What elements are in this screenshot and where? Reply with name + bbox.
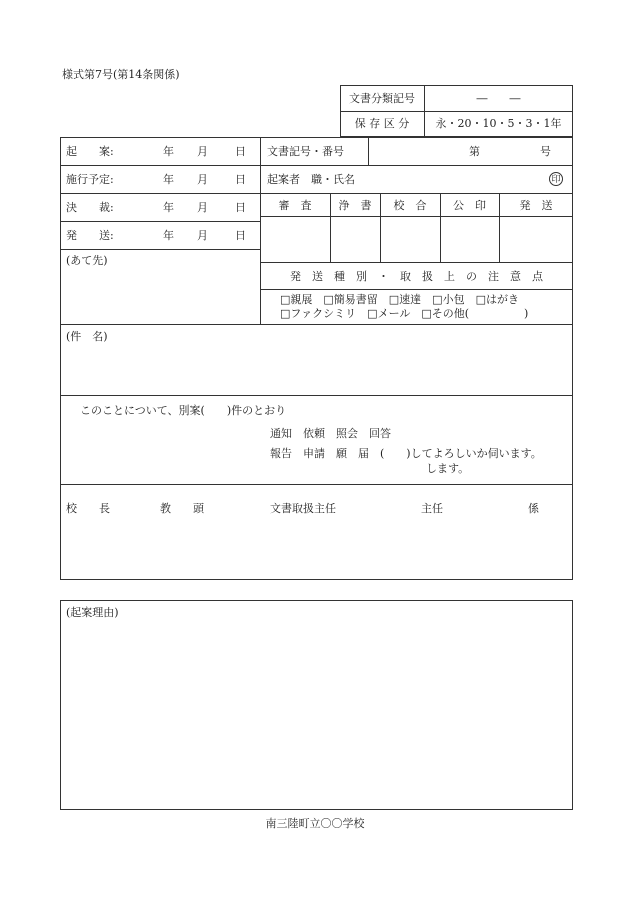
month-label: 月	[197, 173, 208, 186]
review-header-josho: 浄 書	[338, 199, 372, 212]
approval-principal: 校 長	[66, 502, 110, 515]
body-line1: このことについて、別案( )件のとおり	[80, 404, 287, 417]
shiko-label: 施行予定:	[66, 173, 114, 186]
notes-header: 発 送 種 別 ・ 取 扱 上 の 注 意 点	[290, 270, 543, 283]
year-label: 年	[163, 201, 174, 214]
review-header-koin: 公 印	[453, 199, 486, 212]
approval-doc-officer: 文書取扱主任	[270, 502, 336, 515]
day-label: 日	[235, 145, 246, 158]
notes-options-line1: □親展 □簡易書留 □速達 □小包 □はがき	[280, 293, 519, 306]
retention-value: 永・20・10・5・3・1年	[435, 117, 562, 130]
day-label: 日	[235, 229, 246, 242]
kessai-label: 決 裁:	[66, 201, 114, 214]
subject-label: (件 名)	[66, 330, 108, 343]
form-title: 様式第7号(第14条関係)	[62, 68, 180, 81]
body-line3: 報告 申請 願 届 ( )してよろしいか伺います。	[270, 447, 542, 460]
doc-class-label: 文書分類記号	[349, 92, 415, 105]
approval-chief: 主任	[421, 502, 443, 515]
body-line2: 通知 依頼 照会 回答	[270, 427, 391, 440]
year-label: 年	[163, 173, 174, 186]
seal-icon: 印	[549, 172, 563, 186]
review-header-kogo: 校 合	[393, 199, 427, 212]
day-label: 日	[235, 201, 246, 214]
doc-class-value: ― ―	[476, 92, 521, 105]
review-header-shinsa: 審 査	[278, 199, 312, 212]
doc-number-go: 号	[540, 145, 551, 158]
addressee-label: (あて先)	[66, 254, 108, 267]
approval-vice: 教 頭	[160, 502, 204, 515]
review-header-hasso: 発 送	[519, 199, 553, 212]
reason-label: (起案理由)	[66, 606, 119, 619]
doc-number-label: 文書記号・番号	[267, 145, 344, 158]
drafter-label: 起案者 職・氏名	[267, 173, 355, 186]
kian-label: 起 案:	[66, 145, 114, 158]
footer-school: 南三陸町立〇〇学校	[265, 817, 365, 830]
retention-label: 保 存 区 分	[354, 117, 410, 130]
day-label: 日	[235, 173, 246, 186]
month-label: 月	[197, 201, 208, 214]
year-label: 年	[163, 145, 174, 158]
doc-number-dai: 第	[469, 145, 480, 158]
approval-staff: 係	[528, 502, 539, 515]
hasso-label: 発 送:	[66, 229, 114, 242]
year-label: 年	[163, 229, 174, 242]
notes-options-line2: □ファクシミリ □メール □その他( )	[280, 307, 529, 320]
month-label: 月	[197, 145, 208, 158]
month-label: 月	[197, 229, 208, 242]
reason-box	[60, 600, 573, 810]
body-line4: します。	[426, 462, 470, 475]
